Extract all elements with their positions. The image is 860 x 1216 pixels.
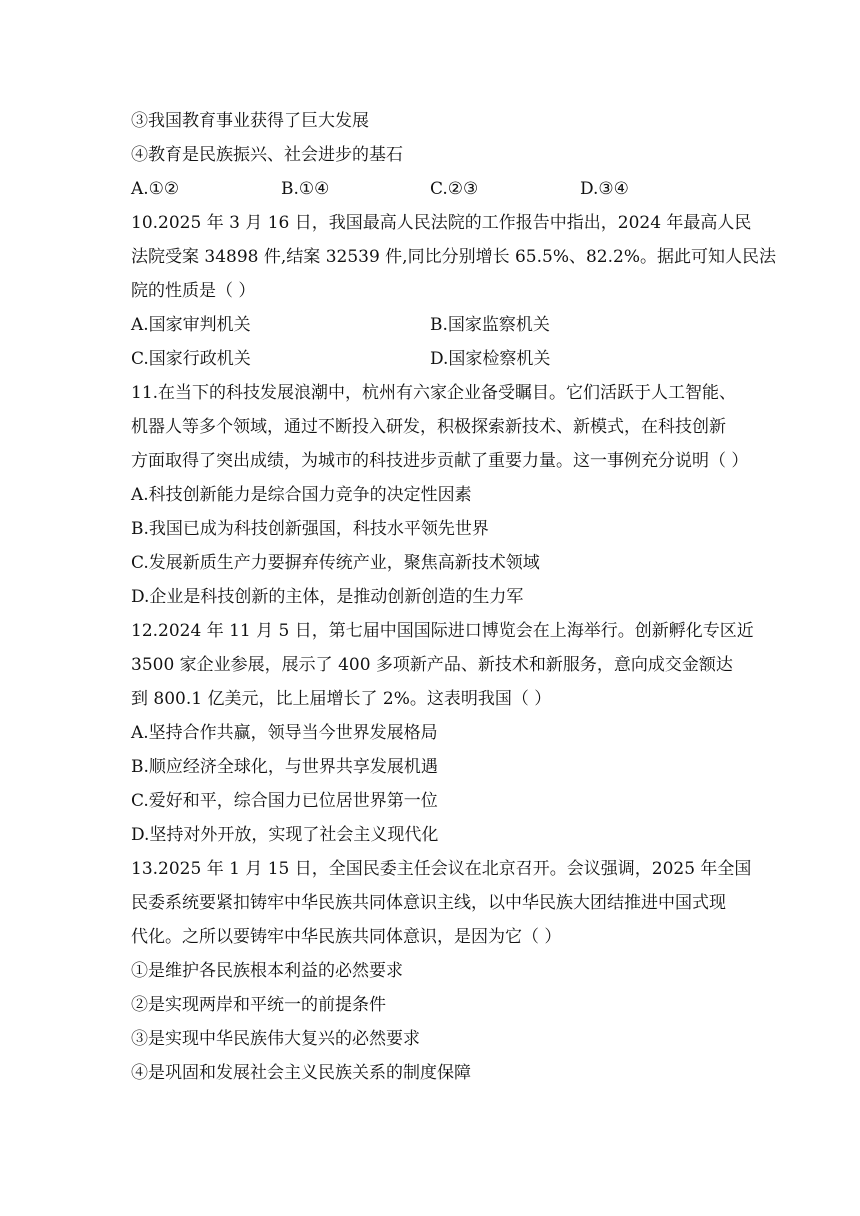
q12-line-1: 12.2024 年 11 月 5 日，第七届中国国际进口博览会在上海举行。创新孵化专区近 xyxy=(131,621,754,641)
q12-option-a: A.坚持合作共赢，领导当今世界发展格局 xyxy=(131,723,438,743)
q12-line-2: 3500 家企业参展，展示了 400 多项新产品、新技术和新服务，意向成交金额达 xyxy=(131,655,733,675)
q13-item-4: ④是巩固和发展社会主义民族关系的制度保障 xyxy=(131,1063,471,1083)
q13-item-1: ①是维护各民族根本利益的必然要求 xyxy=(131,961,403,981)
q12-option-b: B.顺应经济全球化，与世界共享发展机遇 xyxy=(131,757,438,777)
q9-option-c: C.②③ xyxy=(430,179,479,199)
q11-option-c: C.发展新质生产力要摒弃传统产业，聚焦高新技术领域 xyxy=(131,553,540,573)
q10-option-c: C.国家行政机关 xyxy=(131,349,251,369)
q10-option-b: B.国家监察机关 xyxy=(430,315,550,335)
q12-option-d: D.坚持对外开放，实现了社会主义现代化 xyxy=(131,825,439,845)
q9-option-d: D.③④ xyxy=(580,179,629,199)
q13-item-2: ②是实现两岸和平统一的前提条件 xyxy=(131,995,386,1015)
q11-option-d: D.企业是科技创新的主体，是推动创新创造的生力军 xyxy=(131,587,524,607)
q13-line-3: 代化。之所以要铸牢中华民族共同体意识，是因为它（ ） xyxy=(131,927,562,947)
q11-option-b: B.我国已成为科技创新强国，科技水平领先世界 xyxy=(131,519,489,539)
q9-option-b: B.①④ xyxy=(281,179,330,199)
q11-line-3: 方面取得了突出成绩，为城市的科技进步贡献了重要力量。这一事例充分说明（ ） xyxy=(131,451,749,471)
q10-line-2: 法院受案 34898 件,结案 32539 件,同比分别增长 65.5%、82.2%。据此可知人民法 xyxy=(131,247,776,267)
q10-option-d: D.国家检察机关 xyxy=(430,349,551,369)
q11-line-1: 11.在当下的科技发展浪潮中，杭州有六家企业备受瞩目。它们活跃于人工智能、 xyxy=(131,383,737,403)
q10-line-3: 院的性质是（ ） xyxy=(131,281,256,301)
q9-item-3: ③我国教育事业获得了巨大发展 xyxy=(131,111,369,131)
q9-option-a: A.①② xyxy=(131,179,180,199)
q10-line-1: 10.2025 年 3 月 16 日，我国最高人民法院的工作报告中指出，2024 年最高人民 xyxy=(131,213,752,233)
q12-line-3: 到 800.1 亿美元，比上届增长了 2%。这表明我国（ ） xyxy=(131,689,552,709)
q13-line-1: 13.2025 年 1 月 15 日，全国民委主任会议在北京召开。会议强调，2025 年全国 xyxy=(131,859,752,879)
q12-option-c: C.爱好和平，综合国力已位居世界第一位 xyxy=(131,791,438,811)
q11-line-2: 机器人等多个领域，通过不断投入研发，积极探索新技术、新模式，在科技创新 xyxy=(131,417,726,437)
q13-item-3: ③是实现中华民族伟大复兴的必然要求 xyxy=(131,1029,420,1049)
q10-option-a: A.国家审判机关 xyxy=(131,315,251,335)
q9-item-4: ④教育是民族振兴、社会进步的基石 xyxy=(131,145,403,165)
q11-option-a: A.科技创新能力是综合国力竞争的决定性因素 xyxy=(131,485,472,505)
q13-line-2: 民委系统要紧扣铸牢中华民族共同体意识主线，以中华民族大团结推进中国式现 xyxy=(131,893,726,913)
